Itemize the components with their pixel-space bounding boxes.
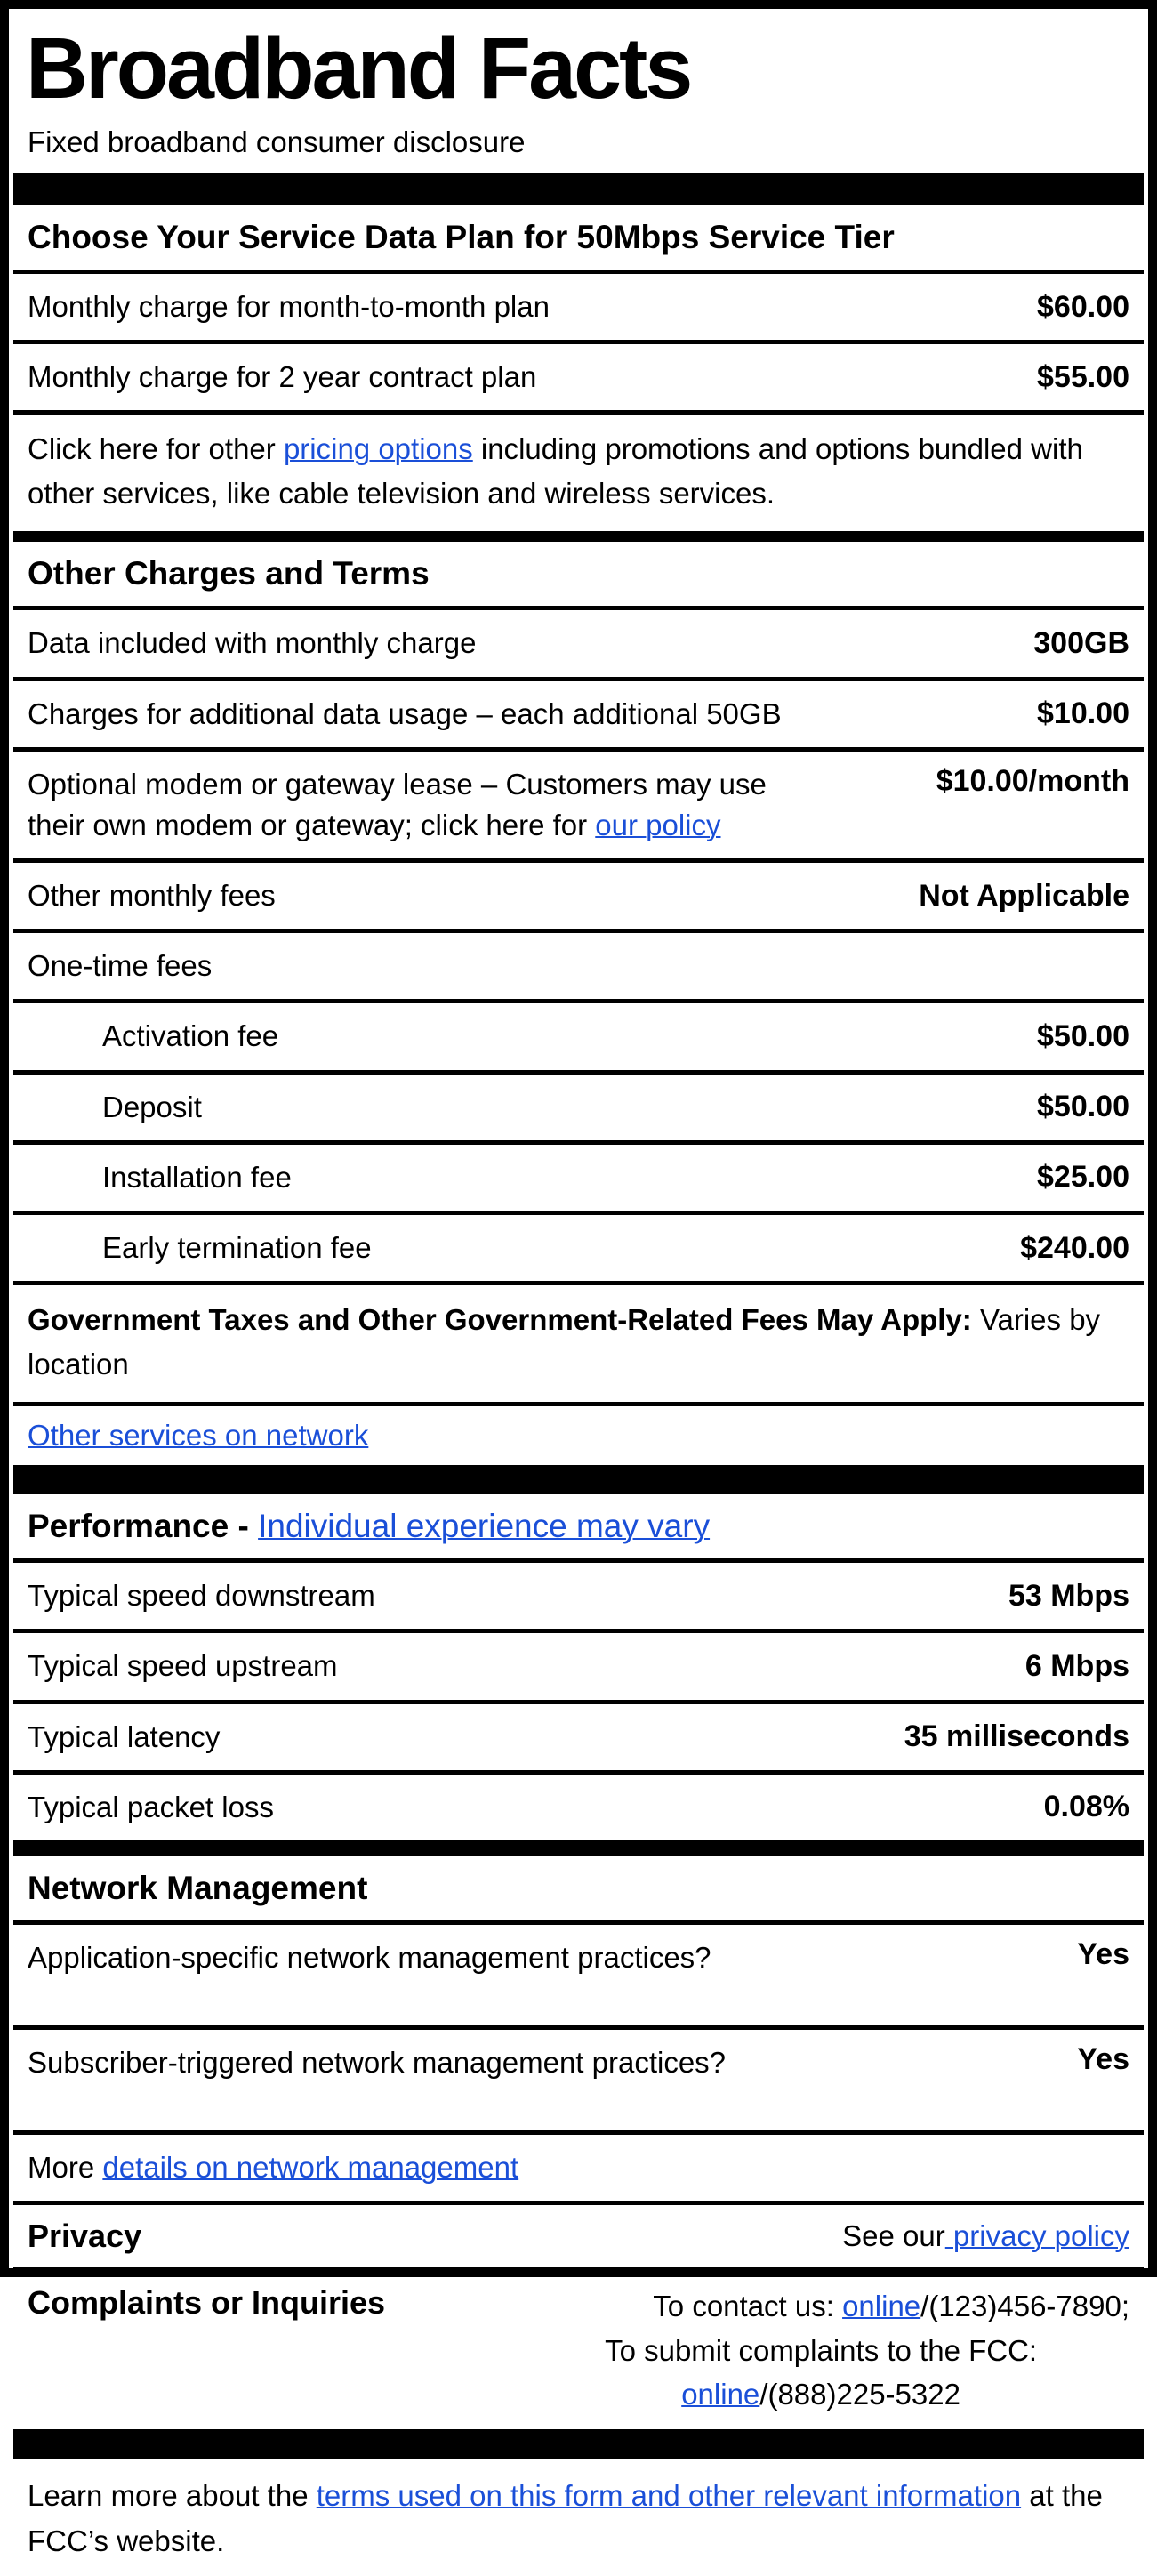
modem-policy-link[interactable]: our policy [595,808,721,841]
privacy-row [13,2205,1144,2272]
network-section-header: Network Management [13,1856,1144,1925]
page-title: Broadband Facts [26,20,691,117]
privacy-pre-text: See our [842,2219,945,2253]
table-row-speed-upstream [13,1633,1144,1703]
table-row-data-included [13,610,1144,680]
row-label: Typical speed downstream [28,1579,375,1613]
table-row-activation-fee [13,1003,1144,1074]
government-taxes-normal-text: Varies by location [28,1303,1101,1381]
table-row-contract-plan [13,344,1144,415]
row-label: Early termination fee [102,1231,372,1264]
divider-bar-network [13,1840,1144,1856]
network-details-row [13,2135,1144,2205]
footer-pre-text: Learn more about the [28,2478,317,2512]
row-label: Installation fee [102,1160,292,1194]
footer-note [13,2459,1144,2576]
subtitle: Fixed broadband consumer disclosure [28,125,526,158]
contact-phone-text: /(123)456-7890; [920,2290,1129,2323]
row-label: Monthly charge for month-to-month plan [28,289,550,323]
performance-section-header [13,1494,1144,1563]
row-label: Deposit [102,1090,202,1123]
pricing-note-text: including promotions and options bundled with other services, like cable television and wireless services. [28,432,1083,510]
row-label: Typical packet loss [28,1790,274,1823]
privacy-label: Privacy [28,2218,142,2255]
row-value: Not Applicable [919,878,1129,913]
government-taxes-bold-text: Government Taxes and Other Government-Related Fees May Apply: [28,1303,972,1337]
performance-header-text: Performance - [28,1508,259,1545]
plan-section-header: Choose Your Service Data Plan for 50Mbps Service Tier [13,205,1144,274]
government-taxes-note [13,1285,1144,1406]
row-label: Typical latency [28,1719,221,1753]
pricing-note-text: Click here for other [28,432,284,466]
other-services-link[interactable]: Other services on network [28,1419,369,1453]
row-value: $25.00 [1037,1160,1129,1195]
divider-bar-top [13,173,1144,205]
pricing-note [13,415,1144,531]
complaints-label: Complaints or Inquiries [28,2284,386,2322]
divider-bar-performance [13,1465,1144,1494]
contact-online-link[interactable]: online [842,2290,921,2323]
modem-lease-text: Optional modem or gateway lease – Customers may use their own modem or gateway; click here for [28,767,767,841]
contact-pre-text: To contact us: [653,2290,843,2323]
fcc-terms-link[interactable]: terms used on this form and other relevant information [316,2478,1022,2512]
row-value: 300GB [1033,625,1129,660]
charges-section-header: Other Charges and Terms [13,542,1144,610]
individual-experience-link[interactable]: Individual experience may vary [258,1508,711,1545]
row-value: 0.08% [1043,1790,1129,1824]
table-row-subscriber-practices [13,2030,1144,2135]
fcc-online-link[interactable]: online [681,2378,760,2411]
row-label: One-time fees [28,949,213,983]
row-value: $50.00 [1037,1019,1129,1054]
table-row-additional-data [13,681,1144,752]
row-value: $60.00 [1037,289,1129,324]
table-row-speed-downstream [13,1563,1144,1633]
divider-bar-charges [13,531,1144,542]
other-services-row [13,1406,1144,1465]
row-value: 6 Mbps [1024,1648,1129,1683]
row-value: $10.00 [1037,696,1129,731]
row-label: Charges for additional data usage – each additional 50GB [28,696,782,730]
table-row-app-specific-practices [13,1925,1144,2030]
contact-line [512,2284,1129,2329]
row-label: Typical speed upstream [28,1649,338,1683]
row-label: Activation fee [102,1019,279,1053]
table-row-latency [13,1704,1144,1775]
row-value: $10.00/month [936,763,1129,798]
pricing-options-link[interactable]: pricing options [283,432,473,466]
row-value: 53 Mbps [1008,1578,1129,1613]
table-row-installation-fee [13,1145,1144,1215]
complaints-contact-block [512,2284,1129,2417]
table-row-month-to-month [13,274,1144,344]
table-row-other-monthly-fees [13,863,1144,933]
table-row-packet-loss [13,1775,1144,1840]
row-label: Data included with monthly charge [28,626,477,660]
fcc-phone-text: /(888)225-5322 [759,2378,960,2411]
row-value: $240.00 [1020,1230,1129,1265]
network-details-text [28,2147,518,2188]
privacy-policy-text [842,2219,1129,2253]
row-label [28,764,801,846]
row-label: Monthly charge for 2 year contract plan [28,360,537,394]
complaints-row [13,2272,1144,2429]
fcc-complaints-line: To submit complaints to the FCC: [605,2333,1038,2367]
table-row-one-time-fees [13,933,1144,1003]
row-label: Other monthly fees [28,879,276,913]
row-value: Yes [1077,1936,1129,1971]
privacy-policy-link[interactable]: privacy policy [944,2219,1129,2253]
row-value: Yes [1077,2041,1129,2076]
row-label: Subscriber-triggered network management practices? [28,2045,727,2079]
divider-bar-footer [13,2429,1144,2459]
table-row-modem-lease [13,752,1144,863]
row-value: $55.00 [1037,359,1129,394]
row-value: 35 milliseconds [904,1719,1129,1754]
fcc-contact-line [512,2372,1129,2417]
footer-post-text: at the FCC’s website. [28,2478,1103,2557]
table-row-deposit [13,1075,1144,1145]
network-details-pre: More [28,2150,103,2184]
table-row-early-termination-fee [13,1215,1144,1285]
row-value: $50.00 [1037,1090,1129,1124]
row-label: Application-specific network management practices? [28,1940,711,1974]
network-details-link[interactable]: details on network management [102,2150,519,2184]
